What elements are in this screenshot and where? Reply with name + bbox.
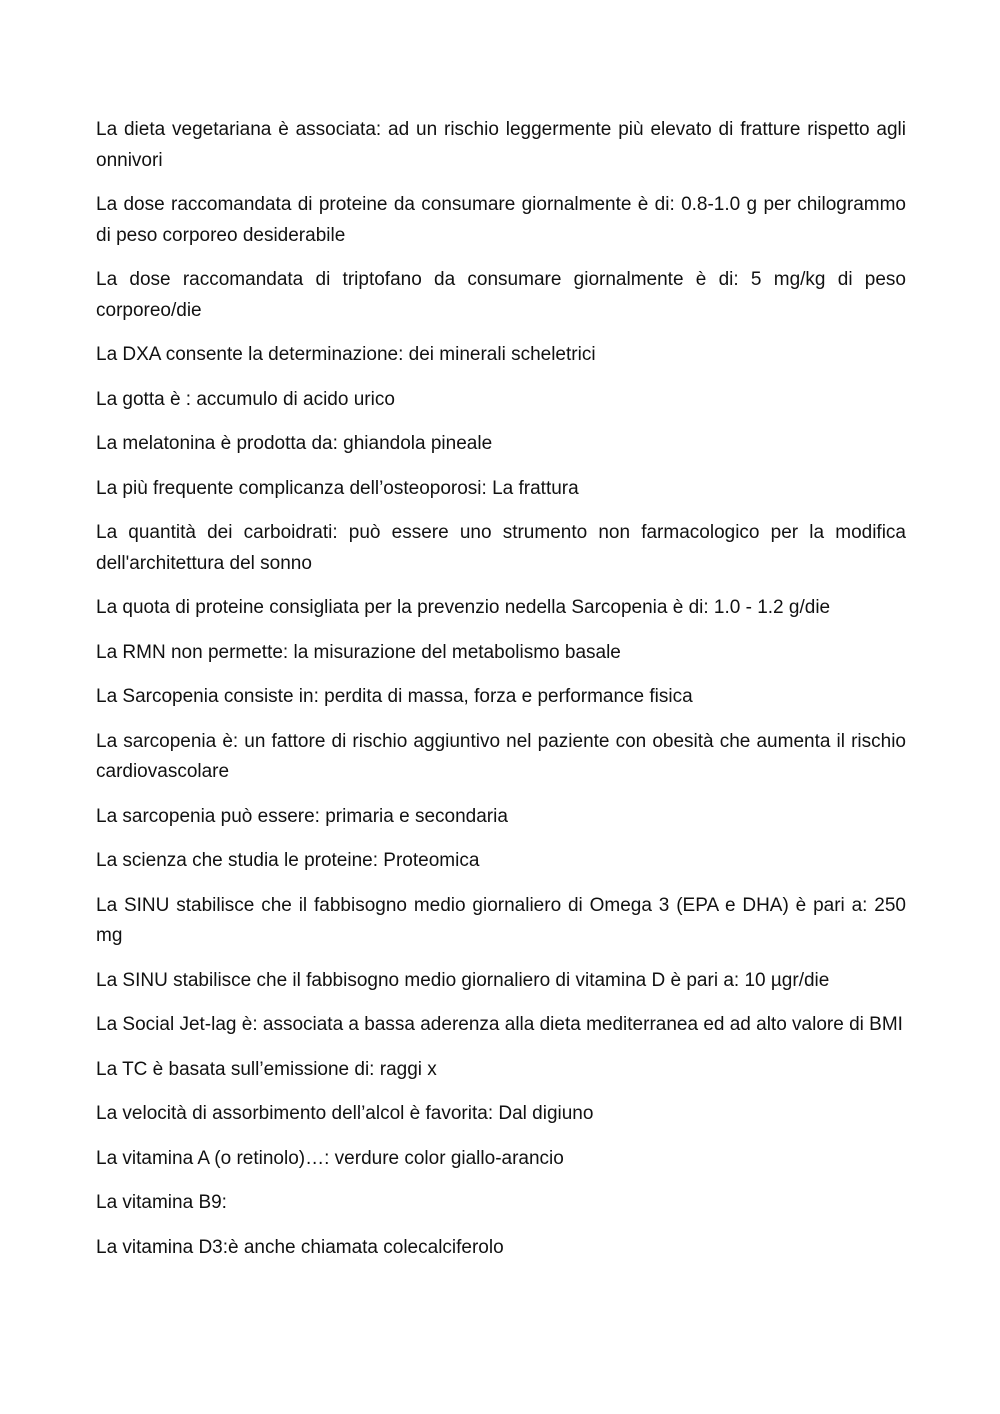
paragraph: La SINU stabilisce che il fabbisogno medio giornaliero di vitamina D è pari a: 10 µgr/die (96, 969, 830, 991)
paragraph: La DXA consente la determinazione: dei minerali scheletrici (96, 344, 596, 365)
paragraph: La scienza che studia le proteine: Proteomica (96, 850, 480, 871)
paragraph: La vitamina A (o retinolo)…: verdure color giallo-arancio (96, 1147, 564, 1169)
paragraph: La TC è basata sull’emissione di: raggi x (96, 1058, 437, 1080)
paragraph: La dieta vegetariana è associata: ad un rischio leggermente più elevato di fratture rispetto agli onnivori (96, 119, 906, 171)
paragraph: La Sarcopenia consiste in: perdita di massa, forza e performance fisica (96, 686, 693, 707)
paragraph: La sarcopenia è: un fattore di rischio aggiuntivo nel paziente con obesità che aumenta il rischio cardiovascolare (96, 730, 906, 782)
document-body (96, 115, 906, 1277)
paragraph: La dose raccomandata di proteine da consumare giornalmente è di: 0.8-1.0 g per chilogrammo di peso corporeo desiderabile (96, 194, 906, 246)
paragraph: La Social Jet-lag è: associata a bassa aderenza alla dieta mediterranea ed ad alto valore di BMI (96, 1014, 903, 1035)
paragraph: La quantità dei carboidrati: può essere uno strumento non farmacologico per la modifica dell'architettura del sonno (96, 522, 906, 574)
paragraph: La gotta è : accumulo di acido urico (96, 388, 395, 410)
paragraph: La più frequente complicanza dell’osteoporosi: La frattura (96, 477, 579, 499)
paragraph: La quota di proteine consigliata per la prevenzio nedella Sarcopenia è di: 1.0 - 1.2 g/die (96, 597, 831, 618)
paragraph: La sarcopenia può essere: primaria e secondaria (96, 805, 508, 827)
paragraph: La RMN non permette: la misurazione del metabolismo basale (96, 641, 621, 663)
paragraph: La dose raccomandata di triptofano da consumare giornalmente è di: 5 mg/kg di peso corporeo/die (96, 269, 906, 321)
paragraph: La vitamina D3:è anche chiamata colecalciferolo (96, 1236, 504, 1258)
paragraph: La melatonina è prodotta da: ghiandola pineale (96, 433, 493, 454)
paragraph: La SINU stabilisce che il fabbisogno medio giornaliero di Omega 3 (EPA e DHA) è pari a: 250 mg (96, 894, 906, 946)
paragraph: La vitamina B9: (96, 1192, 227, 1213)
paragraph: La velocità di assorbimento dell’alcol è favorita: Dal digiuno (96, 1103, 594, 1124)
